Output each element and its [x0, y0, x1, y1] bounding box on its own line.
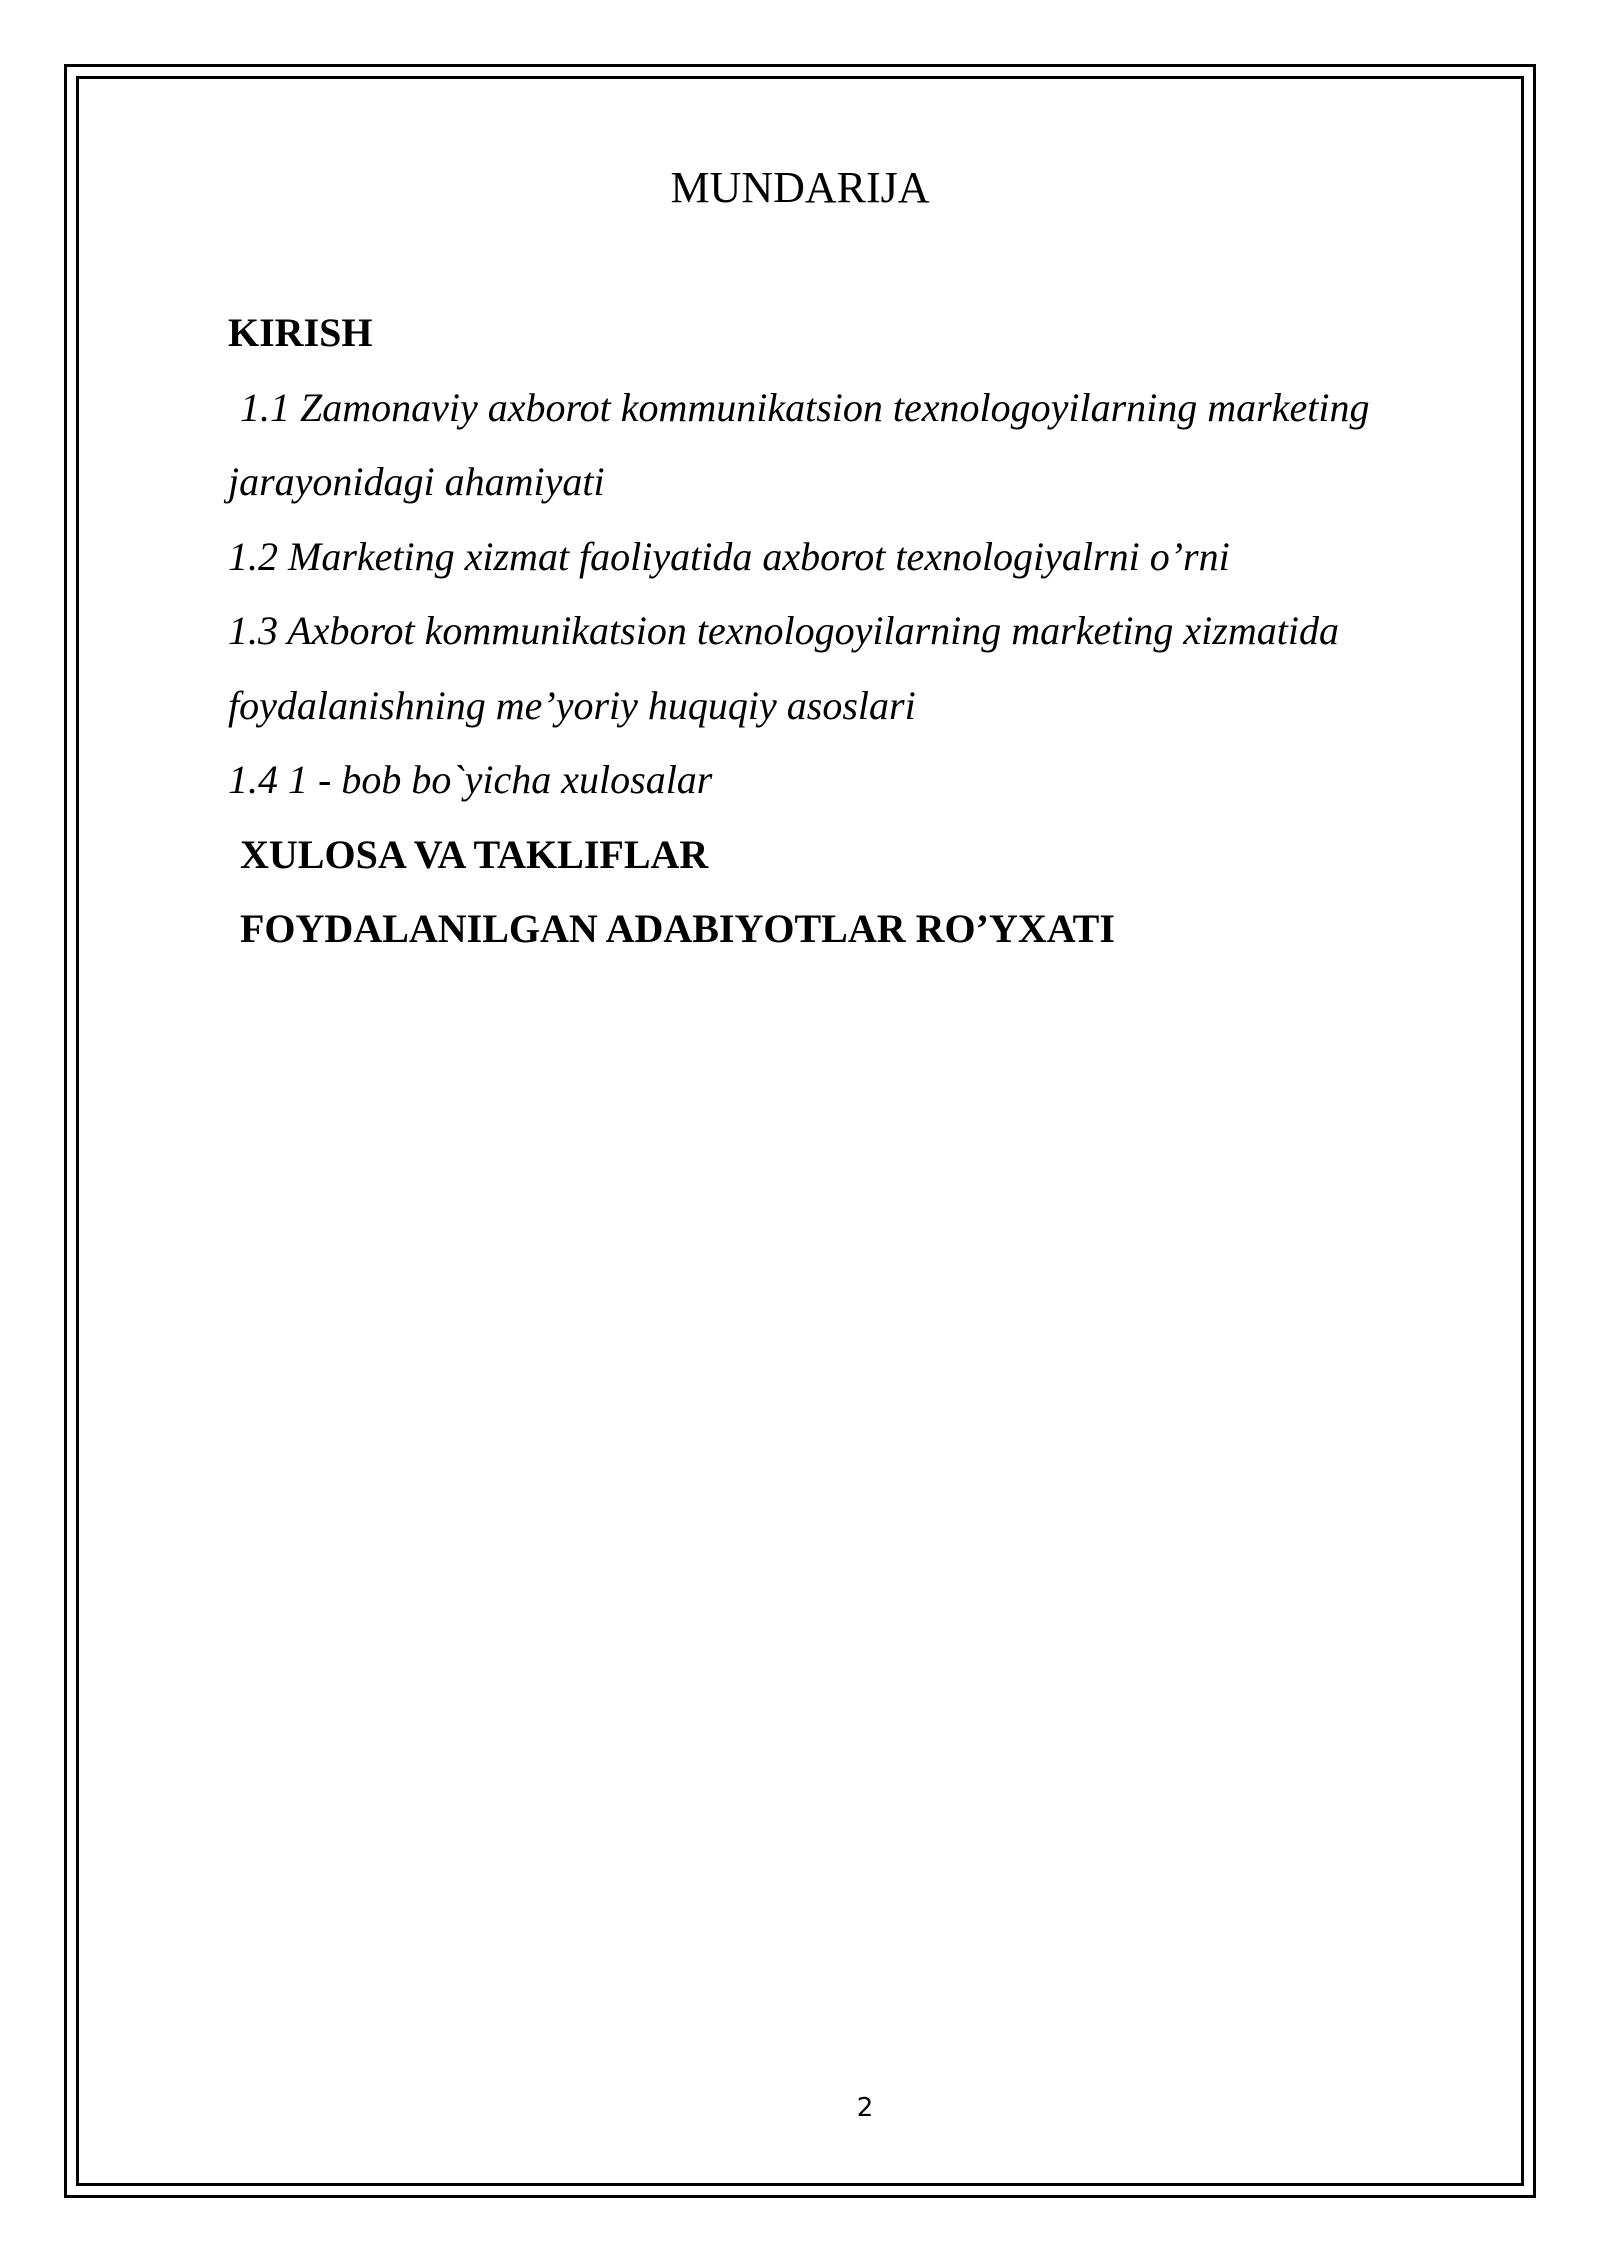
toc-entry-1-2: 1.2 Marketing xizmat faoliyatida axborot texnologiyalrni o’rni — [228, 533, 1230, 579]
page-title: MUNDARIJA — [670, 163, 930, 212]
toc-entry-introduction: KIRISH — [228, 310, 373, 355]
toc-entry-1-4: 1.4 1 - bob bo`yicha xulosalar — [228, 757, 713, 802]
toc-entry-conclusions: XULOSA VA TAKLIFLAR — [240, 831, 709, 877]
page-number: 2 — [856, 2093, 874, 2123]
toc-entry-1-1-continued: jarayonidagi ahamiyati — [228, 459, 605, 504]
toc-entry-1-1: 1.1 Zamonaviy axborot kommunikatsion texnologoyilarning marketing — [240, 384, 1370, 430]
toc-entry-references: FOYDALANILGAN ADABIYOTLAR RO’YXATI — [240, 906, 1115, 951]
toc-entry-1-3: 1.3 Axborot kommunikatsion texnologoyilarning marketing xizmatida — [228, 608, 1339, 653]
table-of-contents — [228, 296, 1488, 967]
toc-entry-1-3-continued: foydalanishning me’yoriy huquqiy asoslari — [228, 682, 916, 728]
